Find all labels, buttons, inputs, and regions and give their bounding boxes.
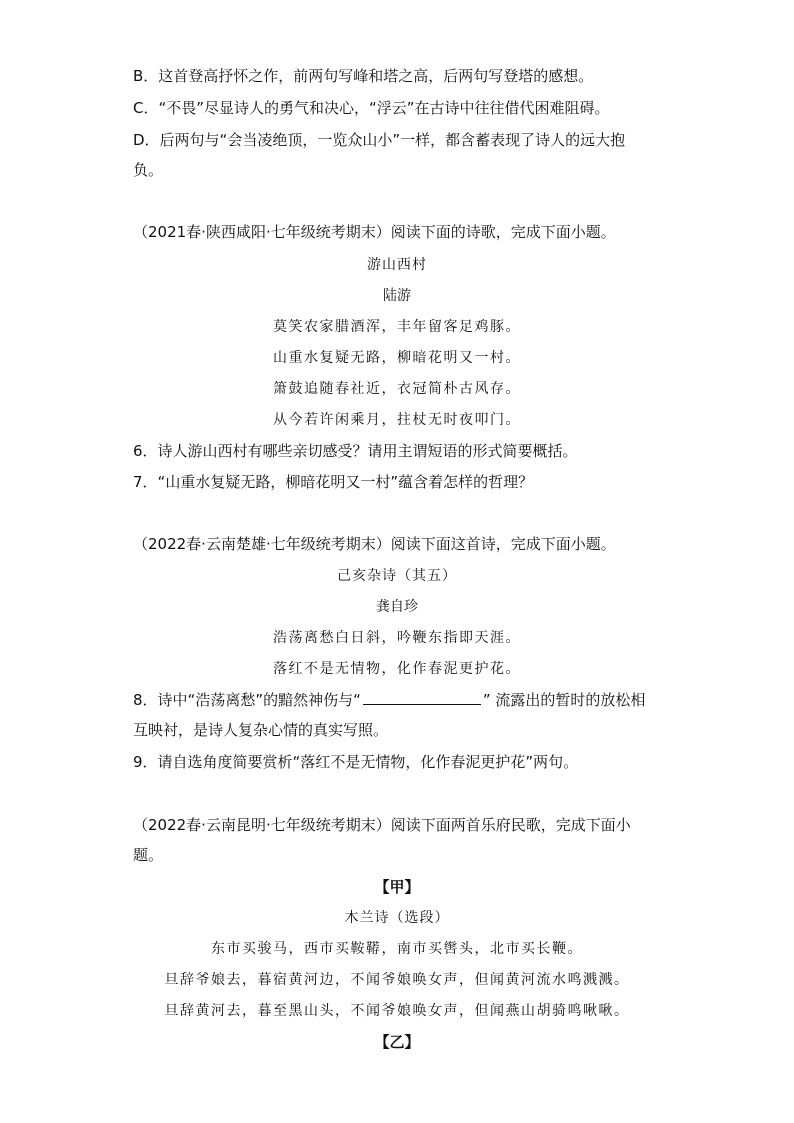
question-8-text: 8．诗中“浩荡离愁”的黯然神伤与“ xyxy=(133,691,361,709)
poem1-title: 游山西村 xyxy=(367,257,427,273)
poem2-author: 龚自珍 xyxy=(376,599,418,615)
question-8-line2: 互映衬，是诗人复杂心情的真实写照。 xyxy=(133,721,389,739)
question-8-text-cont: ” 流露出的暂时的放松相 xyxy=(482,691,646,709)
question-8-line1 xyxy=(133,690,663,710)
option-d-line1: D．后两句与“会当凌绝顶，一览众山小”一样，都含蓄表现了诗人的远大抱 xyxy=(133,131,626,149)
poem1-line: 莫笑农家腊酒浑，丰年留客足鸡豚。 xyxy=(273,319,521,335)
poem3-title: 木兰诗（选段） xyxy=(344,910,450,926)
section3-intro-line2: 题。 xyxy=(133,846,164,864)
option-b: B．这首登高抒怀之作，前两句写峰和塔之高，后两句写登塔的感想。 xyxy=(133,67,594,85)
section1-intro: （2021春·陕西咸阳·七年级统考期末）阅读下面的诗歌，完成下面小题。 xyxy=(133,223,616,241)
section3-intro-line1: （2022春·云南昆明·七年级统考期末）阅读下面两首乐府民歌，完成下面小 xyxy=(133,816,631,834)
answer-blank[interactable] xyxy=(363,690,481,705)
poem3-line: 旦辞爷娘去，暮宿黄河边，不闻爷娘唤女声，但闻黄河流水鸣溅溅。 xyxy=(164,972,630,988)
question-6: 6．诗人游山西村有哪些亲切感受？请用主谓短语的形式简要概括。 xyxy=(133,442,578,460)
poem2-line: 落红不是无情物，化作春泥更护花。 xyxy=(273,661,521,677)
label-yi: 【乙】 xyxy=(374,1033,420,1051)
poem3-line: 旦辞黄河去，暮至黑山头，不闻爷娘唤女声，但闻燕山胡骑鸣啾啾。 xyxy=(164,1003,630,1019)
poem1-line: 从今若许闲乘月，拄杖无时夜叩门。 xyxy=(273,412,521,428)
option-d-line2: 负。 xyxy=(133,161,164,179)
question-7: 7．“山重水复疑无路，柳暗花明又一村”蕴含着怎样的哲理？ xyxy=(133,473,534,491)
poem3-line: 东市买骏马，西市买鞍鞯，南市买辔头，北市买长鞭。 xyxy=(211,941,583,957)
poem2-line: 浩荡离愁白日斜，吟鞭东指即天涯。 xyxy=(273,630,521,646)
question-9: 9．请自选角度简要赏析“落红不是无情物，化作春泥更护花”两句。 xyxy=(133,753,579,771)
poem1-author: 陆游 xyxy=(383,288,411,304)
section2-intro: （2022春·云南楚雄·七年级统考期末）阅读下面这首诗，完成下面小题。 xyxy=(133,535,616,553)
option-c: C．“不畏”尽显诗人的勇气和决心，“浮云”在古诗中往往借代困难阻碍。 xyxy=(133,99,610,117)
poem2-title: 己亥杂诗（其五） xyxy=(337,568,457,584)
label-jia: 【甲】 xyxy=(374,878,420,896)
poem1-line: 箫鼓追随春社近，衣冠简朴古风存。 xyxy=(273,381,521,397)
poem1-line: 山重水复疑无路，柳暗花明又一村。 xyxy=(273,350,521,366)
